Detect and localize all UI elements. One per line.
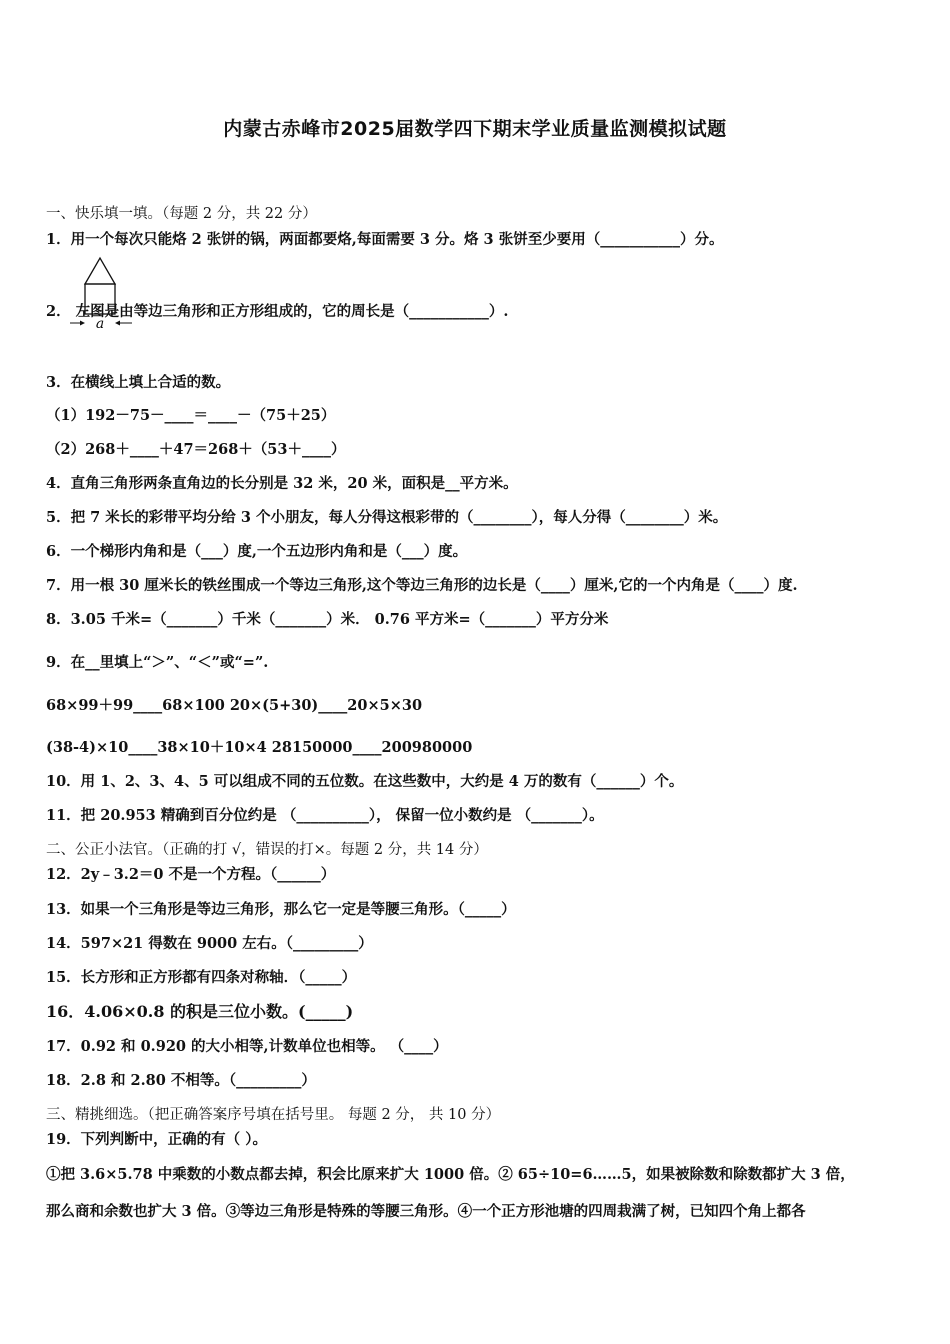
question-8: 8．3.05 千米=（_______）千米（_______）米． 0.76 平方米=（_______）平方分米 <box>46 611 609 628</box>
question-2: 2． 左图是由等边三角形和正方形组成的，它的周长是（___________）. <box>46 303 509 320</box>
question-9-row-2: (38-4)×10____38×10＋10×4 28150000____200980000 <box>46 739 473 756</box>
question-3-part-2: （2）268＋____＋47＝268＋（53＋____） <box>46 441 346 458</box>
question-12: 12．2y﹣3.2＝0 不是一个方程。（______） <box>46 866 336 883</box>
section-2-heading: 二、公正小法官。（正确的打 √，错误的打×。每题 2 分，共 14 分） <box>46 842 488 858</box>
question-11: 11．把 20.953 精确到百分位约是 （__________）， 保留一位小数约是 （_______）。 <box>46 807 604 824</box>
question-1: 1．用一个每次只能烙 2 张饼的锅，两面都要烙,每面需要 3 分。烙 3 张饼至少要用（___________）分。 <box>46 231 724 248</box>
question-7: 7．用一根 30 厘米长的铁丝围成一个等边三角形,这个等边三角形的边长是（____）厘米,它的一个内角是（____）度. <box>46 577 798 594</box>
question-14: 14．597×21 得数在 9000 左右。（_________） <box>46 935 373 952</box>
side-label: a <box>95 316 105 332</box>
page-title: 内蒙古赤峰市2025届数学四下期末学业质量监测模拟试题 <box>223 118 727 140</box>
question-13: 13．如果一个三角形是等边三角形，那么它一定是等腰三角形。（_____） <box>46 901 516 918</box>
question-5: 5．把 7 米长的彩带平均分给 3 个小朋友，每人分得这根彩带的（________），每人分得（________）米。 <box>46 509 728 526</box>
question-9: 9．在__里填上“＞”、“＜”或“=”. <box>46 654 269 671</box>
question-4: 4．直角三角形两条直角边的长分别是 32 米，20 米，面积是__平方米。 <box>46 475 518 492</box>
question-19-text-line-1: ①把 3.6×5.78 中乘数的小数点都去掉，积会比原来扩大 1000 倍。② 65÷10=6……5，如果被除数和除数都扩大 3 倍， <box>46 1166 855 1183</box>
section-1-heading: 一、快乐填一填。（每题 2 分，共 22 分） <box>46 206 317 222</box>
question-9-row-1: 68×99＋99____68×100 20×(5+30)____20×5×30 <box>46 697 423 714</box>
question-6: 6．一个梯形内角和是（___）度,一个五边形内角和是（___）度。 <box>46 543 468 560</box>
question-3-part-1: （1）192－75－____＝____－（75＋25） <box>46 407 336 424</box>
question-15: 15．长方形和正方形都有四条对称轴．（_____） <box>46 969 357 986</box>
section-3-heading: 三、精挑细选。（把正确答案序号填在括号里。 每题 2 分， 共 10 分） <box>46 1107 501 1123</box>
question-19-text-line-2: 那么商和余数也扩大 3 倍。③等边三角形是特殊的等腰三角形。④一个正方形池塘的四周栽满了树，已知四个角上都各 <box>46 1203 806 1220</box>
question-17: 17．0.92 和 0.920 的大小相等,计数单位也相等。 （____） <box>46 1038 448 1055</box>
question-16: 16．4.06×0.8 的积是三位小数。(_____) <box>46 1002 354 1021</box>
triangle-square-figure <box>68 254 138 334</box>
arrowhead-left <box>80 321 85 326</box>
equilateral-triangle <box>85 258 115 284</box>
question-18: 18．2.8 和 2.80 不相等。（_________） <box>46 1072 316 1089</box>
question-3: 3．在横线上填上合适的数。 <box>46 374 231 391</box>
question-10: 10．用 1、2、3、4、5 可以组成不同的五位数。在这些数中，大约是 4 万的数有（______）个。 <box>46 773 684 790</box>
arrowhead-right <box>115 321 120 326</box>
question-19: 19．下列判断中，正确的有（ ）。 <box>46 1131 267 1148</box>
